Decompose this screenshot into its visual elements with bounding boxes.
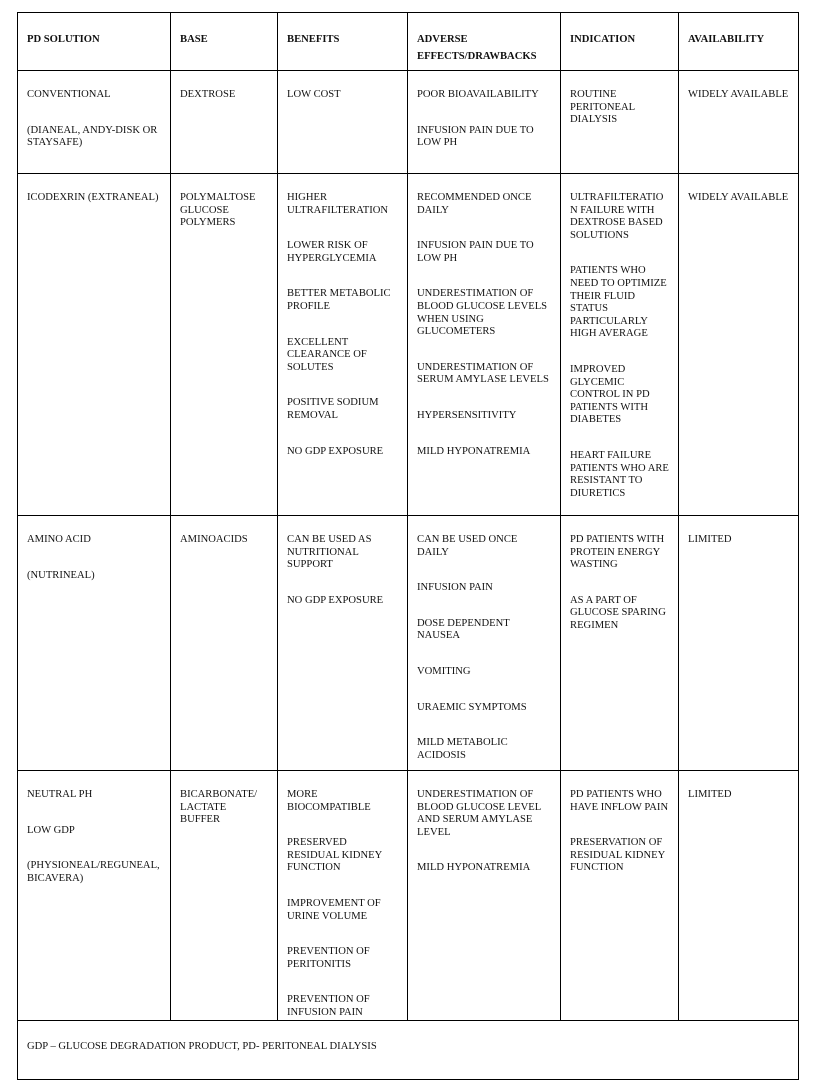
cell-paragraph: MILD METABOLIC ACIDOSIS — [417, 737, 508, 761]
cell-paragraph: IMPROVEMENT OF URINE VOLUME — [287, 897, 381, 922]
cell-paragraph: VOMITING — [417, 665, 471, 677]
cell-adverse — [408, 174, 561, 516]
header-availability: AVAILABILITY — [679, 13, 799, 71]
cell-solution — [18, 71, 171, 174]
cell-paragraph: DOSE DEPENDENT NAUSEA — [417, 617, 510, 642]
cell-paragraph: NO GDP EXPOSURE — [287, 594, 384, 606]
cell-paragraph: PATIENTS WHO NEED TO OPTIMIZE THEIR FLUID STATUS PARTICULARLY HIGH AVERAGE — [570, 265, 667, 340]
cell-indication — [561, 71, 679, 174]
cell-paragraph: BICARBONATE/ LACTATE BUFFER — [180, 789, 258, 826]
cell-benefits — [278, 516, 408, 771]
cell-benefits — [278, 71, 408, 174]
header-pd-solution: PD SOLUTION — [18, 13, 171, 71]
cell-paragraph: PD PATIENTS WHO HAVE INFLOW PAIN — [570, 789, 669, 813]
header-benefits: BENEFITS — [278, 13, 408, 71]
cell-paragraph: IMPROVED GLYCEMIC CONTROL IN PD PATIENTS WITH DIABETES — [570, 363, 650, 426]
cell-paragraph: NO GDP EXPOSURE — [287, 445, 384, 457]
cell-paragraph: INFUSION PAIN DUE TO LOW PH — [417, 240, 534, 264]
cell-adverse — [408, 71, 561, 174]
cell-paragraph: (DIANEAL, ANDY-DISK OR STAYSAFE) — [27, 124, 158, 149]
cell-paragraph: POLYMALTOSE GLUCOSE POLYMERS — [180, 192, 256, 229]
cell-paragraph: INFUSION PAIN DUE TO LOW PH — [417, 124, 534, 149]
cell-paragraph: ULTRAFILTERATION FAILURE WITH DEXTROSE BASED SOLUTIONS — [570, 192, 664, 241]
cell-benefits — [278, 174, 408, 516]
cell-paragraph: UNDERESTIMATION OF SERUM AMYLASE LEVELS — [417, 361, 549, 386]
cell-paragraph: AMINOACIDS — [180, 534, 248, 545]
cell-paragraph: PRESERVATION OF RESIDUAL KIDNEY FUNCTION — [570, 837, 665, 874]
cell-paragraph: (NUTRINEAL) — [27, 569, 95, 581]
cell-paragraph: DEXTROSE — [180, 89, 236, 100]
cell-paragraph: POSITIVE SODIUM REMOVAL — [287, 397, 379, 421]
cell-paragraph: LOW GDP — [27, 824, 75, 836]
cell-indication — [561, 174, 679, 516]
cell-paragraph: ROUTINE PERITONEAL DIALYSIS — [570, 89, 635, 126]
cell-base — [171, 71, 278, 174]
cell-paragraph: ICODEXRIN (EXTRANEAL) — [27, 192, 159, 203]
cell-paragraph: URAEMIC SYMPTOMS — [417, 701, 527, 713]
cell-solution — [18, 174, 171, 516]
cell-solution — [18, 771, 171, 1021]
cell-paragraph: PREVENTION OF INFUSION PAIN — [287, 994, 370, 1018]
cell-indication — [561, 516, 679, 771]
pd-solutions-table — [17, 12, 799, 1080]
table-footnote-row — [18, 1020, 799, 1079]
header-indication: INDICATION — [561, 13, 679, 71]
table-row — [18, 771, 799, 1021]
cell-paragraph: CAN BE USED AS NUTRITIONAL SUPPORT — [287, 534, 372, 571]
cell-availability — [679, 516, 799, 771]
cell-paragraph: CAN BE USED ONCE DAILY — [417, 534, 518, 558]
header-adverse-effects: ADVERSE EFFECTS/DRAWBACKS — [408, 13, 561, 71]
cell-paragraph: EXCELLENT CLEARANCE OF SOLUTES — [287, 336, 367, 373]
cell-paragraph: MILD HYPONATREMIA — [417, 862, 531, 874]
table-row — [18, 71, 799, 174]
cell-indication — [561, 771, 679, 1021]
cell-paragraph: LIMITED — [688, 534, 732, 545]
header-base: BASE — [171, 13, 278, 71]
cell-base — [171, 516, 278, 771]
cell-paragraph: BETTER METABOLIC PROFILE — [287, 288, 391, 312]
cell-adverse — [408, 516, 561, 771]
cell-paragraph: LOW COST — [287, 89, 341, 100]
cell-paragraph: PRESERVED RESIDUAL KIDNEY FUNCTION — [287, 837, 382, 874]
cell-paragraph: CONVENTIONAL — [27, 89, 111, 100]
cell-base — [171, 174, 278, 516]
cell-paragraph: LOWER RISK OF HYPERGLYCEMIA — [287, 240, 377, 264]
table-footnote: GDP – GLUCOSE DEGRADATION PRODUCT, PD- PERITONEAL DIALYSIS — [18, 1020, 799, 1079]
cell-paragraph: AS A PART OF GLUCOSE SPARING REGIMEN — [570, 594, 666, 631]
cell-paragraph: AMINO ACID — [27, 534, 91, 545]
cell-solution — [18, 516, 171, 771]
cell-paragraph: PREVENTION OF PERITONITIS — [287, 946, 370, 970]
cell-paragraph: POOR BIOAVAILABILITY — [417, 89, 539, 100]
cell-paragraph: MILD HYPONATREMIA — [417, 445, 531, 457]
cell-availability — [679, 174, 799, 516]
table-header-row — [18, 13, 799, 71]
cell-availability — [679, 771, 799, 1021]
table-row — [18, 516, 799, 771]
cell-adverse — [408, 771, 561, 1021]
cell-availability — [679, 71, 799, 174]
cell-paragraph: HIGHER ULTRAFILTERATION — [287, 192, 389, 216]
cell-paragraph: WIDELY AVAILABLE — [688, 192, 789, 203]
cell-paragraph: LIMITED — [688, 789, 732, 800]
cell-paragraph: UNDERESTIMATION OF BLOOD GLUCOSE LEVEL AND SERUM AMYLASE LEVEL — [417, 789, 541, 838]
cell-paragraph: NEUTRAL PH — [27, 789, 93, 800]
cell-benefits — [278, 771, 408, 1021]
cell-base — [171, 771, 278, 1021]
cell-paragraph: HEART FAILURE PATIENTS WHO ARE RESISTANT TO DIURETICS — [570, 449, 669, 499]
cell-paragraph: UNDERESTIMATION OF BLOOD GLUCOSE LEVELS WHEN USING GLUCOMETERS — [417, 288, 548, 338]
cell-paragraph: MORE BIOCOMPATIBLE — [287, 789, 371, 813]
cell-paragraph: RECOMMENDED ONCE DAILY — [417, 192, 532, 216]
cell-paragraph: WIDELY AVAILABLE — [688, 89, 789, 100]
cell-paragraph: (PHYSIONEAL/REGUNEAL, BICAVERA) — [27, 860, 160, 884]
cell-paragraph: HYPERSENSITIVITY — [417, 409, 517, 421]
cell-paragraph: PD PATIENTS WITH PROTEIN ENERGY WASTING — [570, 534, 665, 571]
cell-paragraph: INFUSION PAIN — [417, 582, 493, 594]
table-row — [18, 174, 799, 516]
